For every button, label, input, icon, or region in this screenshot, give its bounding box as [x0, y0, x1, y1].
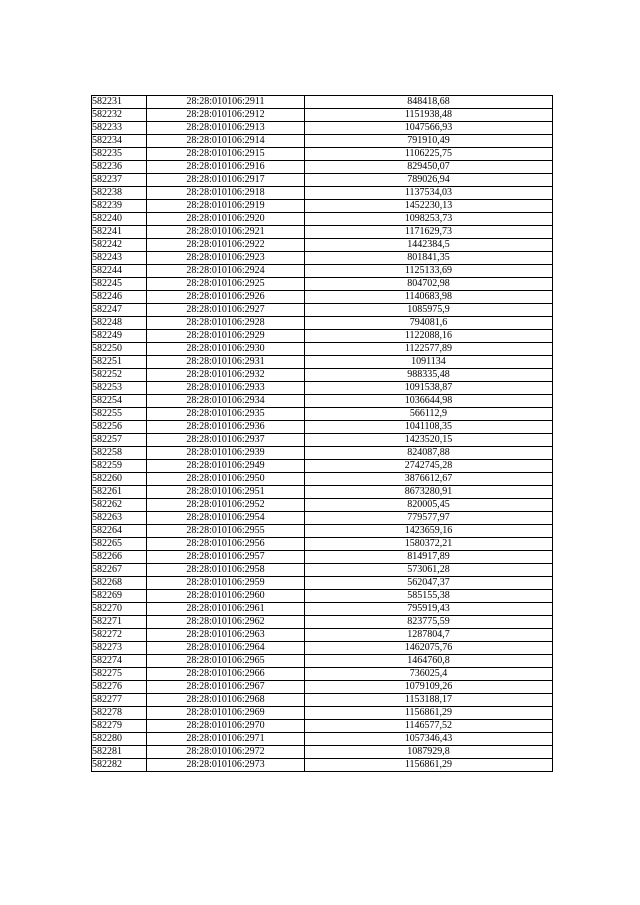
row-number-cell: 582235: [92, 148, 147, 161]
table-row: [92, 408, 553, 421]
cadastral-number-cell: 28:28:010106:2926: [147, 291, 305, 304]
row-number-cell: 582248: [92, 317, 147, 330]
row-number-cell: 582247: [92, 304, 147, 317]
cadastral-value-cell: 988335,48: [305, 369, 553, 382]
row-number-cell: 582278: [92, 707, 147, 720]
cadastral-value-cell: 791910,49: [305, 135, 553, 148]
cadastral-number-cell: 28:28:010106:2931: [147, 356, 305, 369]
cadastral-number-cell: 28:28:010106:2967: [147, 681, 305, 694]
table-row: [92, 356, 553, 369]
cadastral-number-cell: 28:28:010106:2932: [147, 369, 305, 382]
cadastral-number-cell: 28:28:010106:2920: [147, 213, 305, 226]
table-row: [92, 226, 553, 239]
cadastral-value-cell: 779577,97: [305, 512, 553, 525]
row-number-cell: 582240: [92, 213, 147, 226]
row-number-cell: 582249: [92, 330, 147, 343]
row-number-cell: 582246: [92, 291, 147, 304]
table-row: [92, 590, 553, 603]
row-number-cell: 582231: [92, 96, 147, 109]
cadastral-value-cell: 1156861,29: [305, 707, 553, 720]
row-number-cell: 582260: [92, 473, 147, 486]
cadastral-value-cell: 1442384,5: [305, 239, 553, 252]
row-number-cell: 582273: [92, 642, 147, 655]
row-number-cell: 582270: [92, 603, 147, 616]
cadastral-number-cell: 28:28:010106:2949: [147, 460, 305, 473]
cadastral-number-cell: 28:28:010106:2937: [147, 434, 305, 447]
table-row: [92, 538, 553, 551]
cadastral-value-cell: 8673280,91: [305, 486, 553, 499]
cadastral-value-cell: 1122577,89: [305, 343, 553, 356]
cadastral-value-cell: 804702,98: [305, 278, 553, 291]
cadastral-number-cell: 28:28:010106:2956: [147, 538, 305, 551]
cadastral-number-cell: 28:28:010106:2921: [147, 226, 305, 239]
table-row: [92, 486, 553, 499]
cadastral-number-cell: 28:28:010106:2925: [147, 278, 305, 291]
cadastral-number-cell: 28:28:010106:2950: [147, 473, 305, 486]
table-row: [92, 473, 553, 486]
cadastral-number-cell: 28:28:010106:2968: [147, 694, 305, 707]
row-number-cell: 582244: [92, 265, 147, 278]
cadastral-value-cell: 1580372,21: [305, 538, 553, 551]
cadastral-number-cell: 28:28:010106:2971: [147, 733, 305, 746]
row-number-cell: 582239: [92, 200, 147, 213]
cadastral-number-cell: 28:28:010106:2924: [147, 265, 305, 278]
row-number-cell: 582253: [92, 382, 147, 395]
row-number-cell: 582261: [92, 486, 147, 499]
table-row: [92, 447, 553, 460]
cadastral-value-cell: 814917,89: [305, 551, 553, 564]
row-number-cell: 582242: [92, 239, 147, 252]
cadastral-number-cell: 28:28:010106:2973: [147, 759, 305, 772]
cadastral-value-cell: 794081,6: [305, 317, 553, 330]
cadastral-number-cell: 28:28:010106:2929: [147, 330, 305, 343]
table-row: [92, 278, 553, 291]
cadastral-number-cell: 28:28:010106:2955: [147, 525, 305, 538]
cadastral-number-cell: 28:28:010106:2961: [147, 603, 305, 616]
table-row: [92, 746, 553, 759]
cadastral-value-cell: 823775,59: [305, 616, 553, 629]
cadastral-number-cell: 28:28:010106:2916: [147, 161, 305, 174]
cadastral-value-cell: 1122088,16: [305, 330, 553, 343]
table-row: [92, 642, 553, 655]
table-row: [92, 369, 553, 382]
table-row: [92, 512, 553, 525]
cadastral-number-cell: 28:28:010106:2912: [147, 109, 305, 122]
table-row: [92, 759, 553, 772]
cadastral-value-cell: 573061,28: [305, 564, 553, 577]
cadastral-value-cell: 801841,35: [305, 252, 553, 265]
cadastral-value-cell: 585155,38: [305, 590, 553, 603]
cadastral-number-cell: 28:28:010106:2927: [147, 304, 305, 317]
row-number-cell: 582272: [92, 629, 147, 642]
table-row: [92, 122, 553, 135]
cadastral-value-cell: 1079109,26: [305, 681, 553, 694]
row-number-cell: 582263: [92, 512, 147, 525]
table-row: [92, 616, 553, 629]
table-row: [92, 694, 553, 707]
cadastral-value-cell: 820005,45: [305, 499, 553, 512]
table-row: [92, 395, 553, 408]
row-number-cell: 582255: [92, 408, 147, 421]
cadastral-value-cell: 1057346,43: [305, 733, 553, 746]
cadastral-number-cell: 28:28:010106:2972: [147, 746, 305, 759]
cadastral-number-cell: 28:28:010106:2962: [147, 616, 305, 629]
row-number-cell: 582262: [92, 499, 147, 512]
cadastral-number-cell: 28:28:010106:2933: [147, 382, 305, 395]
row-number-cell: 582232: [92, 109, 147, 122]
cadastral-number-cell: 28:28:010106:2959: [147, 577, 305, 590]
table-row: [92, 148, 553, 161]
cadastral-value-cell: 736025,4: [305, 668, 553, 681]
cadastral-number-cell: 28:28:010106:2930: [147, 343, 305, 356]
table-row: [92, 681, 553, 694]
table-row: [92, 343, 553, 356]
cadastral-number-cell: 28:28:010106:2915: [147, 148, 305, 161]
cadastral-number-cell: 28:28:010106:2918: [147, 187, 305, 200]
row-number-cell: 582234: [92, 135, 147, 148]
cadastral-value-cell: 3876612,67: [305, 473, 553, 486]
row-number-cell: 582238: [92, 187, 147, 200]
cadastral-value-cell: 1146577,52: [305, 720, 553, 733]
cadastral-value-cell: 1125133,69: [305, 265, 553, 278]
cadastral-value-cell: 1287804,7: [305, 629, 553, 642]
cadastral-value-cell: 1085975,9: [305, 304, 553, 317]
cadastral-number-cell: 28:28:010106:2913: [147, 122, 305, 135]
cadastral-value-cell: 1151938,48: [305, 109, 553, 122]
cadastral-value-cell: 1153188,17: [305, 694, 553, 707]
row-number-cell: 582243: [92, 252, 147, 265]
table-row: [92, 551, 553, 564]
table-row: [92, 213, 553, 226]
cadastral-number-cell: 28:28:010106:2934: [147, 395, 305, 408]
cadastral-value-cell: 1137534,03: [305, 187, 553, 200]
table-row: [92, 434, 553, 447]
cadastral-number-cell: 28:28:010106:2923: [147, 252, 305, 265]
table-row: [92, 655, 553, 668]
cadastral-number-cell: 28:28:010106:2939: [147, 447, 305, 460]
row-number-cell: 582237: [92, 174, 147, 187]
table-row: [92, 330, 553, 343]
table-row: [92, 304, 553, 317]
cadastral-number-cell: 28:28:010106:2964: [147, 642, 305, 655]
row-number-cell: 582245: [92, 278, 147, 291]
row-number-cell: 582254: [92, 395, 147, 408]
table-body: [92, 96, 553, 772]
row-number-cell: 582256: [92, 421, 147, 434]
row-number-cell: 582280: [92, 733, 147, 746]
row-number-cell: 582251: [92, 356, 147, 369]
cadastral-value-cell: 1452230,13: [305, 200, 553, 213]
cadastral-value-cell: 1464760,8: [305, 655, 553, 668]
table-row: [92, 460, 553, 473]
cadastral-value-cell: 1036644,98: [305, 395, 553, 408]
cadastral-number-cell: 28:28:010106:2935: [147, 408, 305, 421]
cadastral-value-cell: 1091134: [305, 356, 553, 369]
cadastral-number-cell: 28:28:010106:2922: [147, 239, 305, 252]
table-row: [92, 200, 553, 213]
cadastral-number-cell: 28:28:010106:2928: [147, 317, 305, 330]
row-number-cell: 582282: [92, 759, 147, 772]
row-number-cell: 582252: [92, 369, 147, 382]
table-row: [92, 668, 553, 681]
row-number-cell: 582258: [92, 447, 147, 460]
row-number-cell: 582281: [92, 746, 147, 759]
cadastral-value-cell: 789026,94: [305, 174, 553, 187]
row-number-cell: 582279: [92, 720, 147, 733]
cadastral-value-cell: 848418,68: [305, 96, 553, 109]
table-row: [92, 382, 553, 395]
cadastral-value-cell: 1106225,75: [305, 148, 553, 161]
cadastral-value-cell: 829450,07: [305, 161, 553, 174]
cadastral-number-cell: 28:28:010106:2919: [147, 200, 305, 213]
table-row: [92, 187, 553, 200]
row-number-cell: 582275: [92, 668, 147, 681]
table-row: [92, 499, 553, 512]
row-number-cell: 582265: [92, 538, 147, 551]
cadastral-value-cell: 566112,9: [305, 408, 553, 421]
row-number-cell: 582250: [92, 343, 147, 356]
row-number-cell: 582264: [92, 525, 147, 538]
cadastral-value-cell: 2742745,28: [305, 460, 553, 473]
table-row: [92, 161, 553, 174]
cadastral-value-cell: 1091538,87: [305, 382, 553, 395]
table-row: [92, 525, 553, 538]
table-row: [92, 174, 553, 187]
table-row: [92, 707, 553, 720]
cadastral-number-cell: 28:28:010106:2970: [147, 720, 305, 733]
row-number-cell: 582276: [92, 681, 147, 694]
row-number-cell: 582241: [92, 226, 147, 239]
cadastral-value-cell: 1423659,16: [305, 525, 553, 538]
cadastral-number-cell: 28:28:010106:2911: [147, 96, 305, 109]
cadastral-value-cell: 1098253,73: [305, 213, 553, 226]
cadastral-number-cell: 28:28:010106:2917: [147, 174, 305, 187]
cadastral-value-cell: 1140683,98: [305, 291, 553, 304]
row-number-cell: 582271: [92, 616, 147, 629]
row-number-cell: 582236: [92, 161, 147, 174]
row-number-cell: 582268: [92, 577, 147, 590]
table-row: [92, 291, 553, 304]
cadastral-number-cell: 28:28:010106:2966: [147, 668, 305, 681]
cadastral-value-cell: 1047566,93: [305, 122, 553, 135]
cadastral-value-cell: 1156861,29: [305, 759, 553, 772]
cadastral-number-cell: 28:28:010106:2914: [147, 135, 305, 148]
table-row: [92, 629, 553, 642]
cadastral-number-cell: 28:28:010106:2960: [147, 590, 305, 603]
table-row: [92, 109, 553, 122]
table-row: [92, 239, 553, 252]
cadastral-number-cell: 28:28:010106:2969: [147, 707, 305, 720]
cadastral-value-cell: 1171629,73: [305, 226, 553, 239]
row-number-cell: 582259: [92, 460, 147, 473]
table-row: [92, 317, 553, 330]
table-row: [92, 252, 553, 265]
cadastral-number-cell: 28:28:010106:2951: [147, 486, 305, 499]
row-number-cell: 582266: [92, 551, 147, 564]
row-number-cell: 582269: [92, 590, 147, 603]
table-row: [92, 577, 553, 590]
cadastral-number-cell: 28:28:010106:2954: [147, 512, 305, 525]
cadastral-number-cell: 28:28:010106:2957: [147, 551, 305, 564]
cadastral-value-cell: 824087,88: [305, 447, 553, 460]
cadastral-number-cell: 28:28:010106:2958: [147, 564, 305, 577]
row-number-cell: 582233: [92, 122, 147, 135]
cadastral-number-cell: 28:28:010106:2963: [147, 629, 305, 642]
cadastral-number-cell: 28:28:010106:2952: [147, 499, 305, 512]
table-row: [92, 96, 553, 109]
cadastral-value-cell: 1462075,76: [305, 642, 553, 655]
cadastral-value-cell: 562047,37: [305, 577, 553, 590]
table-row: [92, 733, 553, 746]
cadastral-value-table: [91, 95, 553, 772]
cadastral-value-cell: 795919,43: [305, 603, 553, 616]
cadastral-number-cell: 28:28:010106:2965: [147, 655, 305, 668]
cadastral-value-cell: 1087929,8: [305, 746, 553, 759]
table-row: [92, 421, 553, 434]
cadastral-number-cell: 28:28:010106:2936: [147, 421, 305, 434]
table-row: [92, 564, 553, 577]
row-number-cell: 582267: [92, 564, 147, 577]
row-number-cell: 582277: [92, 694, 147, 707]
row-number-cell: 582257: [92, 434, 147, 447]
table-row: [92, 603, 553, 616]
cadastral-value-cell: 1423520,15: [305, 434, 553, 447]
row-number-cell: 582274: [92, 655, 147, 668]
table-row: [92, 135, 553, 148]
table-row: [92, 720, 553, 733]
cadastral-value-cell: 1041108,35: [305, 421, 553, 434]
table-row: [92, 265, 553, 278]
